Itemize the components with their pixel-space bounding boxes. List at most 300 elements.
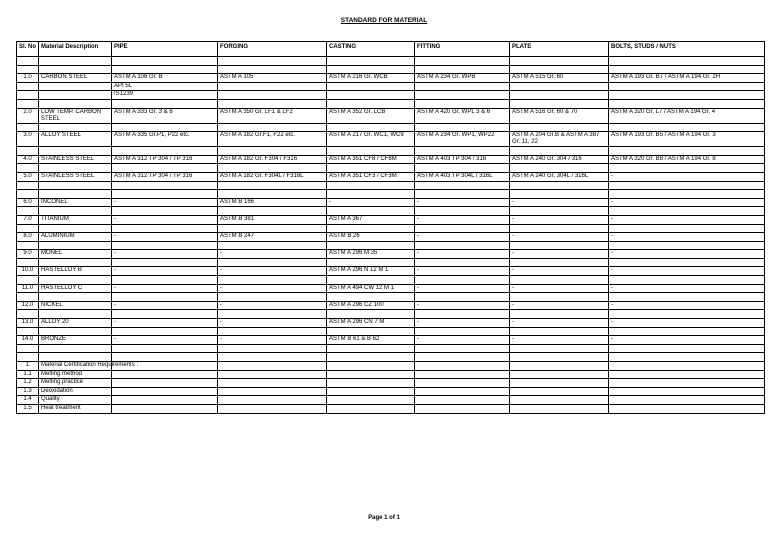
table-row — [17, 65, 765, 74]
table-cell — [17, 310, 39, 319]
table-cell: - — [415, 215, 510, 224]
table-cell: - — [415, 336, 510, 345]
table-cell — [510, 91, 609, 100]
table-row — [17, 301, 765, 310]
table-row — [17, 181, 765, 190]
table-row — [17, 344, 765, 353]
table-cell — [39, 207, 112, 216]
table-cell: ASTM A 296 CZ 100 — [327, 301, 415, 310]
table-cell — [17, 224, 39, 233]
table-cell — [415, 147, 510, 156]
table-row — [17, 387, 765, 396]
table-row — [17, 284, 765, 293]
table-cell — [415, 379, 510, 388]
table-cell — [218, 293, 327, 302]
table-cell: ASTM A 351 CF3 / CF3M — [327, 172, 415, 181]
table-cell: Deoxidation — [39, 387, 112, 396]
table-cell: ASTM A 240 Gr. 304L / 316L — [510, 172, 609, 181]
table-row — [17, 198, 765, 207]
table-row — [17, 108, 765, 123]
table-cell — [415, 241, 510, 250]
material-standards-table — [16, 41, 765, 414]
table-row — [17, 172, 765, 181]
table-row — [17, 370, 765, 379]
table-cell: - — [112, 336, 218, 345]
table-row — [17, 319, 765, 328]
table-cell: 1.3 — [17, 387, 39, 396]
table-cell — [218, 362, 327, 371]
table-cell — [510, 164, 609, 173]
table-cell: ASTM A 240 Gr. 304 / 316 — [510, 155, 609, 164]
table-cell — [218, 123, 327, 132]
table-row — [17, 224, 765, 233]
table-cell — [415, 164, 510, 173]
table-cell: 1.4 — [17, 396, 39, 405]
table-cell: - — [112, 301, 218, 310]
table-cell — [327, 181, 415, 190]
table-cell — [609, 164, 765, 173]
table-cell: INCONEL — [39, 198, 112, 207]
table-cell: BRONZE — [39, 336, 112, 345]
table-cell — [609, 310, 765, 319]
table-row — [17, 293, 765, 302]
table-cell — [112, 123, 218, 132]
table-cell: Material Certification Requirements : — [39, 362, 112, 371]
table-cell — [112, 65, 218, 74]
table-cell: 7.0 — [17, 215, 39, 224]
table-cell: MONEL — [39, 250, 112, 259]
table-cell — [39, 310, 112, 319]
table-cell — [218, 404, 327, 413]
table-cell — [510, 99, 609, 108]
table-cell — [327, 207, 415, 216]
table-cell — [510, 190, 609, 199]
table-cell — [609, 396, 765, 405]
table-cell — [112, 344, 218, 353]
table-cell: ASTM A 352 Gr. LCB — [327, 108, 415, 123]
table-row — [17, 57, 765, 66]
table-cell: - — [415, 267, 510, 276]
table-cell — [17, 147, 39, 156]
table-cell — [609, 276, 765, 285]
table-cell — [327, 370, 415, 379]
table-cell — [112, 310, 218, 319]
table-cell: - — [510, 319, 609, 328]
table-cell: ASTM A 320 Gr. B8 / ASTM A 194 Gr. 8 — [609, 155, 765, 164]
table-cell — [415, 370, 510, 379]
table-cell: ASTM A 217 Gr. WC1, WC9 — [327, 132, 415, 147]
table-cell — [17, 123, 39, 132]
table-cell: - — [112, 198, 218, 207]
table-cell — [609, 293, 765, 302]
table-cell — [510, 404, 609, 413]
table-cell — [39, 327, 112, 336]
table-cell: - — [112, 267, 218, 276]
table-cell — [218, 258, 327, 267]
table-cell — [510, 258, 609, 267]
table-cell — [17, 327, 39, 336]
table-cell — [327, 404, 415, 413]
table-cell — [112, 370, 218, 379]
table-cell — [39, 241, 112, 250]
table-cell: NICKEL — [39, 301, 112, 310]
table-row — [17, 190, 765, 199]
table-cell — [609, 190, 765, 199]
table-cell: Melting method — [39, 370, 112, 379]
table-row — [17, 207, 765, 216]
table-cell: - — [112, 319, 218, 328]
table-cell — [609, 65, 765, 74]
table-cell: - — [112, 284, 218, 293]
table-cell — [510, 379, 609, 388]
table-cell — [218, 327, 327, 336]
table-cell — [327, 65, 415, 74]
table-cell — [112, 164, 218, 173]
table-cell: TITANIUM — [39, 215, 112, 224]
table-cell: ASTM A 367 — [327, 215, 415, 224]
table-cell: ASTM A 312 TP 304 / TP 316 — [112, 155, 218, 164]
table-cell — [112, 327, 218, 336]
table-row — [17, 362, 765, 371]
table-cell: - — [609, 172, 765, 181]
table-cell: HASTELLOY C — [39, 284, 112, 293]
table-cell: ASTM A 234 Gr. WP1, WP22 — [415, 132, 510, 147]
table-cell — [415, 207, 510, 216]
table-cell: - — [112, 250, 218, 259]
table-cell — [39, 293, 112, 302]
table-cell — [609, 99, 765, 108]
table-cell — [218, 57, 327, 66]
table-cell: ASTM A 296 CN 7 M — [327, 319, 415, 328]
table-cell — [39, 353, 112, 362]
table-cell: ASTM B 26 — [327, 233, 415, 242]
table-cell — [17, 293, 39, 302]
table-row — [17, 164, 765, 173]
table-cell — [218, 82, 327, 91]
table-cell — [112, 379, 218, 388]
table-cell — [327, 57, 415, 66]
table-cell — [112, 353, 218, 362]
table-cell: ALLOY 20 — [39, 319, 112, 328]
table-cell: - — [415, 301, 510, 310]
table-header-row — [17, 42, 765, 57]
table-cell: 1 — [17, 362, 39, 371]
table-cell: ASTM A 312 TP 304 / TP 316 — [112, 172, 218, 181]
table-cell: - — [510, 301, 609, 310]
table-cell — [112, 147, 218, 156]
table-cell: HASTELLOY B — [39, 267, 112, 276]
table-cell: 14.0 — [17, 336, 39, 345]
page-number: Page 1 of 1 — [368, 515, 400, 521]
table-cell: ALUMINIUM — [39, 233, 112, 242]
table-cell — [510, 344, 609, 353]
table-cell — [415, 224, 510, 233]
table-cell: - — [218, 267, 327, 276]
table-cell: ASTM A 351 CF8 / CF8M — [327, 155, 415, 164]
table-cell — [510, 310, 609, 319]
table-row — [17, 267, 765, 276]
table-cell — [218, 164, 327, 173]
table-cell — [218, 370, 327, 379]
table-cell: - — [609, 215, 765, 224]
table-row — [17, 91, 765, 100]
table-row — [17, 353, 765, 362]
table-cell — [17, 164, 39, 173]
table-cell — [112, 57, 218, 66]
table-cell — [609, 353, 765, 362]
table-cell: - — [609, 336, 765, 345]
table-cell — [218, 65, 327, 74]
table-row — [17, 379, 765, 388]
table-cell — [218, 147, 327, 156]
table-row — [17, 132, 765, 147]
table-cell — [39, 190, 112, 199]
column-header: PLATE — [510, 42, 609, 57]
table-cell — [415, 99, 510, 108]
table-cell — [17, 344, 39, 353]
table-cell: Quality — [39, 396, 112, 405]
table-cell: ASTM A 193 Gr. B7 / ASTM A 194 Gr. 2H — [609, 74, 765, 83]
table-cell — [609, 258, 765, 267]
table-cell — [415, 353, 510, 362]
table-cell: ASTM A 296 N 12 M 1 — [327, 267, 415, 276]
table-cell: ASTM A 204 Gr.B & ASTM A 387 Gr. 11, 22 — [510, 132, 609, 147]
table-cell — [609, 181, 765, 190]
column-header: CASTING — [327, 42, 415, 57]
table-cell — [415, 387, 510, 396]
table-cell — [218, 181, 327, 190]
table-cell: - — [112, 215, 218, 224]
table-cell — [415, 82, 510, 91]
table-cell: - — [609, 233, 765, 242]
table-cell: 1.2 — [17, 379, 39, 388]
table-cell — [327, 224, 415, 233]
table-cell — [415, 91, 510, 100]
column-header: FITTING — [415, 42, 510, 57]
table-cell — [39, 181, 112, 190]
table-cell — [327, 123, 415, 132]
table-cell — [17, 82, 39, 91]
table-cell — [609, 123, 765, 132]
table-cell — [218, 276, 327, 285]
table-cell — [218, 353, 327, 362]
table-row — [17, 74, 765, 83]
table-row — [17, 310, 765, 319]
table-cell — [510, 57, 609, 66]
table-cell — [609, 241, 765, 250]
table-cell: CARBON STEEL — [39, 74, 112, 83]
table-cell — [609, 207, 765, 216]
table-cell — [510, 387, 609, 396]
table-cell: ASTM A 516 Gr. 60 & 70 — [510, 108, 609, 123]
table-cell — [17, 258, 39, 267]
table-cell — [112, 207, 218, 216]
table-cell: - — [609, 319, 765, 328]
table-cell — [415, 276, 510, 285]
table-cell: ASTM A 494 CW 12 M 1 — [327, 284, 415, 293]
table-cell — [609, 147, 765, 156]
table-cell: API 5L — [112, 82, 218, 91]
table-cell — [415, 57, 510, 66]
table-cell — [510, 123, 609, 132]
table-cell — [218, 387, 327, 396]
table-cell — [112, 293, 218, 302]
table-cell: 6.0 — [17, 198, 39, 207]
table-cell — [415, 190, 510, 199]
table-cell: Melting practice — [39, 379, 112, 388]
table-cell — [510, 147, 609, 156]
table-cell — [415, 65, 510, 74]
table-cell — [218, 99, 327, 108]
table-cell: Heat treatment — [39, 404, 112, 413]
table-cell: ALLOY STEEL — [39, 132, 112, 147]
table-cell: ASTM A 296 M 35 — [327, 250, 415, 259]
table-cell — [510, 370, 609, 379]
table-cell — [112, 276, 218, 285]
table-cell: - — [609, 250, 765, 259]
table-row — [17, 336, 765, 345]
table-cell — [39, 99, 112, 108]
table-cell — [327, 344, 415, 353]
table-cell — [327, 276, 415, 285]
table-cell — [112, 190, 218, 199]
table-cell: - — [415, 198, 510, 207]
table-cell — [510, 224, 609, 233]
table-cell — [510, 82, 609, 91]
table-cell — [327, 327, 415, 336]
table-cell: 9.0 — [17, 250, 39, 259]
table-cell — [17, 99, 39, 108]
table-cell — [609, 404, 765, 413]
table-cell: 12.0 — [17, 301, 39, 310]
table-cell — [609, 57, 765, 66]
column-header: BOLTS, STUDS / NUTS — [609, 42, 765, 57]
table-cell — [218, 224, 327, 233]
table-cell: - — [510, 233, 609, 242]
table-cell: - — [510, 198, 609, 207]
table-cell: ASTM A 320 Gr. L7 / ASTM A 194 Gr. 4 — [609, 108, 765, 123]
table-cell: STAINLESS STEEL — [39, 155, 112, 164]
table-cell — [327, 387, 415, 396]
table-cell: ASTM B 381 — [218, 215, 327, 224]
table-cell — [112, 241, 218, 250]
table-cell: 1.5 — [17, 404, 39, 413]
table-cell: 11.0 — [17, 284, 39, 293]
table-cell: ASTM A 335 Gr.P1, P22 etc. — [112, 132, 218, 147]
table-cell — [327, 147, 415, 156]
table-cell — [112, 396, 218, 405]
table-cell: 1.0 — [17, 74, 39, 83]
table-cell: - — [510, 336, 609, 345]
table-cell — [415, 123, 510, 132]
table-cell — [327, 396, 415, 405]
table-cell — [415, 396, 510, 405]
table-cell — [510, 353, 609, 362]
table-cell: 3.0 — [17, 132, 39, 147]
table-cell — [39, 164, 112, 173]
table-cell — [327, 82, 415, 91]
table-cell: IS1239 — [112, 91, 218, 100]
table-cell: - — [510, 250, 609, 259]
table-cell — [17, 57, 39, 66]
table-cell — [415, 293, 510, 302]
table-cell — [39, 57, 112, 66]
table-cell: LOW TEMP. CARBON STEEL — [39, 108, 112, 123]
column-header: PIPE — [112, 42, 218, 57]
table-cell — [415, 362, 510, 371]
table-row — [17, 250, 765, 259]
table-cell — [39, 123, 112, 132]
table-cell: ASTM A 216 Gr. WCB — [327, 74, 415, 83]
table-cell: ASTM A 182 Gr. F304L / F316L — [218, 172, 327, 181]
table-cell — [327, 310, 415, 319]
table-cell — [39, 65, 112, 74]
table-row — [17, 155, 765, 164]
table-row — [17, 99, 765, 108]
table-cell — [218, 91, 327, 100]
table-cell — [39, 276, 112, 285]
table-cell — [327, 293, 415, 302]
table-cell — [609, 327, 765, 336]
table-cell: 5.0 — [17, 172, 39, 181]
column-header: Material Description — [39, 42, 112, 57]
table-cell: ASTM B 166 — [218, 198, 327, 207]
table-cell: ASTM A 403 TP 304L / 316L — [415, 172, 510, 181]
table-cell — [112, 224, 218, 233]
table-cell — [609, 370, 765, 379]
table-cell — [510, 276, 609, 285]
table-cell — [218, 310, 327, 319]
table-cell: ASTM A 350 Gr. LF1 & LF2 — [218, 108, 327, 123]
table-cell: ASTM A 234 Gr. WPB — [415, 74, 510, 83]
table-cell — [415, 404, 510, 413]
table-cell — [17, 181, 39, 190]
table-cell — [17, 91, 39, 100]
table-cell — [415, 258, 510, 267]
table-cell: ASTM A 105 — [218, 74, 327, 83]
table-cell — [112, 181, 218, 190]
table-cell — [218, 396, 327, 405]
table-cell: - — [218, 301, 327, 310]
table-cell: - — [510, 267, 609, 276]
table-cell — [17, 190, 39, 199]
table-cell — [112, 404, 218, 413]
table-cell — [415, 344, 510, 353]
table-cell — [218, 207, 327, 216]
table-cell: ASTM A 420 Gr. WPL 3 & 6 — [415, 108, 510, 123]
table-cell: 2.0 — [17, 108, 39, 123]
table-cell: 4.0 — [17, 155, 39, 164]
table-row — [17, 123, 765, 132]
table-row — [17, 241, 765, 250]
table-row — [17, 147, 765, 156]
table-cell — [39, 82, 112, 91]
table-cell: ASTM A 403 TP 304 / 316 — [415, 155, 510, 164]
table-cell — [327, 379, 415, 388]
table-cell — [39, 224, 112, 233]
table-row — [17, 404, 765, 413]
table-cell — [17, 276, 39, 285]
table-cell: - — [415, 233, 510, 242]
table-cell: - — [327, 198, 415, 207]
table-cell: - — [609, 284, 765, 293]
table-cell: - — [609, 267, 765, 276]
table-cell: - — [510, 284, 609, 293]
table-cell — [112, 99, 218, 108]
table-cell — [112, 258, 218, 267]
table-cell: - — [218, 319, 327, 328]
table-cell — [39, 258, 112, 267]
